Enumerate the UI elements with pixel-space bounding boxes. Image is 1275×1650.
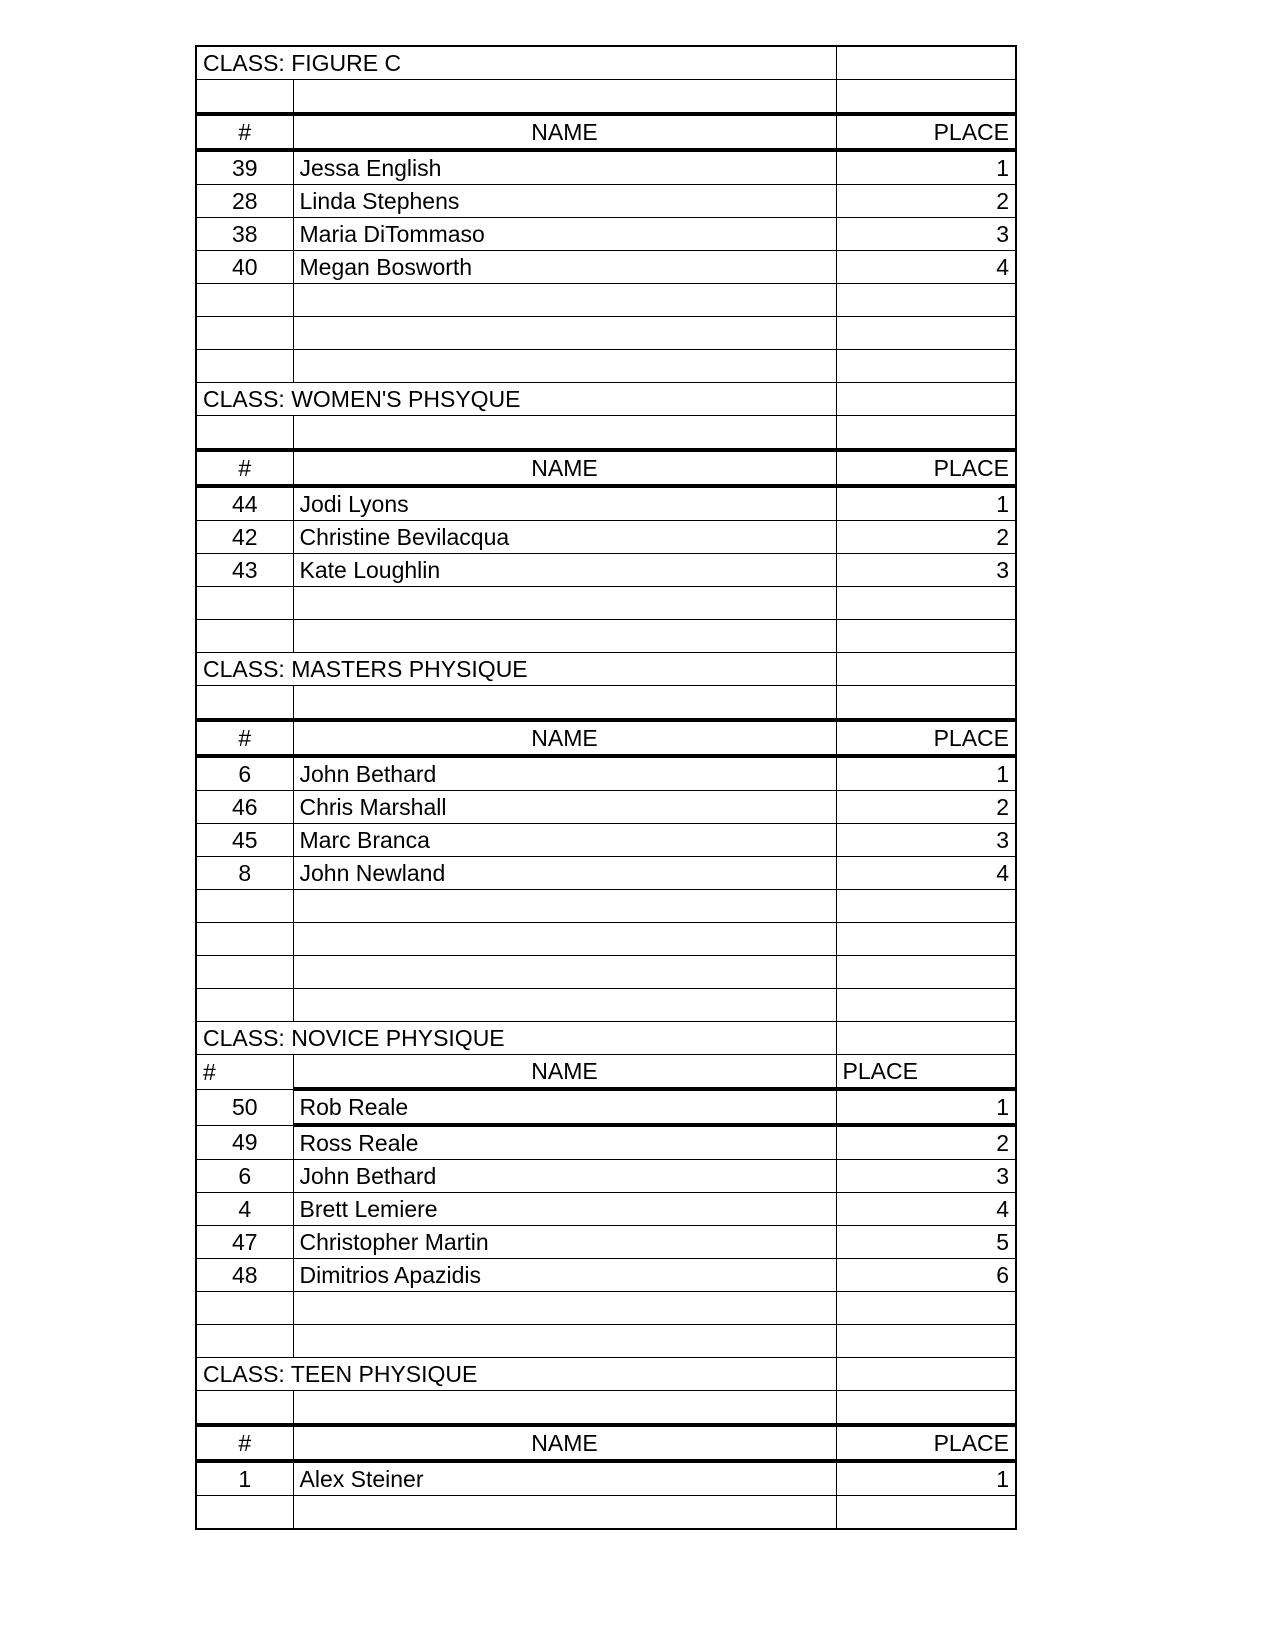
spacer-row	[196, 317, 1016, 350]
cell-competitor-name: Alex Steiner	[293, 1461, 836, 1496]
cell-place: 1	[836, 756, 1016, 791]
cell-competitor-name: John Bethard	[293, 756, 836, 791]
spacer-cell-number	[196, 1391, 293, 1426]
cell-competitor-name: John Bethard	[293, 1160, 836, 1193]
class-title-row	[196, 1022, 1016, 1055]
cell-place: 3	[836, 1160, 1016, 1193]
column-header-number: #	[196, 114, 293, 150]
cell-place: 2	[836, 791, 1016, 824]
cell-place: 4	[836, 1193, 1016, 1226]
spacer-row	[196, 956, 1016, 989]
cell-place: 1	[836, 1089, 1016, 1125]
results-table-body	[196, 46, 1016, 1529]
spacer-cell-name	[293, 923, 836, 956]
spacer-cell-number	[196, 956, 293, 989]
cell-competitor-number: 38	[196, 218, 293, 251]
cell-competitor-name: Maria DiTommaso	[293, 218, 836, 251]
spacer-cell-name	[293, 350, 836, 383]
cell-competitor-name: Linda Stephens	[293, 185, 836, 218]
class-title-place-cell	[836, 46, 1016, 80]
spacer-cell-number	[196, 1325, 293, 1358]
cell-competitor-number: 28	[196, 185, 293, 218]
spacer-cell-number	[196, 890, 293, 923]
spacer-cell-place	[836, 317, 1016, 350]
class-title: CLASS: WOMEN'S PHSYQUE	[196, 383, 836, 416]
spacer-cell-place	[836, 416, 1016, 451]
spacer-cell-place	[836, 620, 1016, 653]
cell-competitor-name: Marc Branca	[293, 824, 836, 857]
class-title-row	[196, 653, 1016, 686]
spacer-cell-place	[836, 1496, 1016, 1530]
spacer-cell-place	[836, 1292, 1016, 1325]
cell-competitor-number: 1	[196, 1461, 293, 1496]
column-header-name: NAME	[293, 1055, 836, 1090]
cell-place: 3	[836, 554, 1016, 587]
results-table	[195, 45, 1017, 1530]
cell-competitor-name: Rob Reale	[293, 1089, 836, 1125]
cell-competitor-number: 50	[196, 1089, 293, 1125]
cell-competitor-number: 46	[196, 791, 293, 824]
spacer-cell-number	[196, 350, 293, 383]
spacer-row	[196, 80, 1016, 115]
spacer-cell-number	[196, 923, 293, 956]
results-sheet	[195, 45, 1015, 1530]
class-title-place-cell	[836, 1022, 1016, 1055]
cell-place: 3	[836, 218, 1016, 251]
spacer-cell-place	[836, 587, 1016, 620]
spacer-row	[196, 686, 1016, 721]
column-header-place: PLACE	[836, 1425, 1016, 1461]
class-title-row	[196, 1358, 1016, 1391]
table-row	[196, 185, 1016, 218]
spacer-cell-name	[293, 890, 836, 923]
spacer-row	[196, 350, 1016, 383]
column-header-number: #	[196, 720, 293, 756]
table-row	[196, 756, 1016, 791]
table-row	[196, 1125, 1016, 1160]
spacer-cell-place	[836, 890, 1016, 923]
table-row	[196, 1089, 1016, 1125]
cell-competitor-name: Christopher Martin	[293, 1226, 836, 1259]
cell-competitor-name: Jessa English	[293, 150, 836, 185]
table-row	[196, 791, 1016, 824]
table-row	[196, 521, 1016, 554]
spacer-cell-place	[836, 1391, 1016, 1426]
spacer-row	[196, 923, 1016, 956]
spacer-cell-place	[836, 284, 1016, 317]
table-row	[196, 218, 1016, 251]
class-title-place-cell	[836, 1358, 1016, 1391]
cell-competitor-name: Dimitrios Apazidis	[293, 1259, 836, 1292]
cell-place: 5	[836, 1226, 1016, 1259]
spacer-cell-place	[836, 350, 1016, 383]
cell-place: 4	[836, 251, 1016, 284]
column-header-name: NAME	[293, 450, 836, 486]
class-title-place-cell	[836, 383, 1016, 416]
spacer-cell-number	[196, 1292, 293, 1325]
cell-competitor-number: 40	[196, 251, 293, 284]
spacer-row	[196, 1292, 1016, 1325]
spacer-cell-name	[293, 284, 836, 317]
spacer-cell-number	[196, 1496, 293, 1530]
class-title: CLASS: TEEN PHYSIQUE	[196, 1358, 836, 1391]
column-header-name: NAME	[293, 720, 836, 756]
spacer-cell-number	[196, 620, 293, 653]
cell-place: 6	[836, 1259, 1016, 1292]
spacer-row	[196, 1325, 1016, 1358]
spacer-cell-place	[836, 956, 1016, 989]
cell-competitor-number: 42	[196, 521, 293, 554]
cell-place: 3	[836, 824, 1016, 857]
column-header-row	[196, 1425, 1016, 1461]
table-row	[196, 554, 1016, 587]
column-header-row	[196, 114, 1016, 150]
class-title: CLASS: FIGURE C	[196, 46, 836, 80]
spacer-cell-place	[836, 686, 1016, 721]
cell-competitor-number: 4	[196, 1193, 293, 1226]
table-row	[196, 486, 1016, 521]
spacer-row	[196, 284, 1016, 317]
table-row	[196, 1226, 1016, 1259]
cell-place: 2	[836, 1125, 1016, 1160]
cell-competitor-number: 6	[196, 756, 293, 791]
cell-place: 2	[836, 521, 1016, 554]
cell-place: 1	[836, 150, 1016, 185]
spacer-cell-name	[293, 1325, 836, 1358]
cell-competitor-name: Chris Marshall	[293, 791, 836, 824]
cell-competitor-name: Kate Loughlin	[293, 554, 836, 587]
cell-competitor-number: 8	[196, 857, 293, 890]
class-title-row	[196, 383, 1016, 416]
column-header-row	[196, 1055, 1016, 1090]
cell-competitor-number: 39	[196, 150, 293, 185]
spacer-cell-number	[196, 686, 293, 721]
column-header-number: #	[196, 1055, 293, 1090]
spacer-row	[196, 416, 1016, 451]
spacer-cell-place	[836, 989, 1016, 1022]
spacer-cell-name	[293, 1292, 836, 1325]
cell-competitor-number: 43	[196, 554, 293, 587]
table-row	[196, 1160, 1016, 1193]
column-header-place: PLACE	[836, 114, 1016, 150]
spacer-cell-name	[293, 686, 836, 721]
spacer-row	[196, 587, 1016, 620]
column-header-row	[196, 450, 1016, 486]
spacer-cell-name	[293, 587, 836, 620]
cell-competitor-name: John Newland	[293, 857, 836, 890]
spacer-row	[196, 890, 1016, 923]
class-title-row	[196, 46, 1016, 80]
cell-competitor-name: Brett Lemiere	[293, 1193, 836, 1226]
spacer-cell-name	[293, 1496, 836, 1530]
table-row	[196, 251, 1016, 284]
spacer-cell-number	[196, 284, 293, 317]
column-header-row	[196, 720, 1016, 756]
cell-competitor-number: 48	[196, 1259, 293, 1292]
spacer-cell-name	[293, 416, 836, 451]
spacer-row	[196, 1391, 1016, 1426]
spacer-cell-number	[196, 317, 293, 350]
cell-competitor-name: Ross Reale	[293, 1125, 836, 1160]
class-title-place-cell	[836, 653, 1016, 686]
spacer-cell-number	[196, 989, 293, 1022]
table-row	[196, 1461, 1016, 1496]
spacer-cell-number	[196, 587, 293, 620]
cell-competitor-number: 44	[196, 486, 293, 521]
table-row	[196, 824, 1016, 857]
spacer-cell-place	[836, 1325, 1016, 1358]
cell-competitor-name: Jodi Lyons	[293, 486, 836, 521]
spacer-row	[196, 989, 1016, 1022]
table-row	[196, 1193, 1016, 1226]
spacer-cell-place	[836, 80, 1016, 115]
column-header-name: NAME	[293, 114, 836, 150]
cell-place: 2	[836, 185, 1016, 218]
spacer-cell-name	[293, 956, 836, 989]
cell-competitor-number: 47	[196, 1226, 293, 1259]
cell-competitor-name: Megan Bosworth	[293, 251, 836, 284]
spacer-cell-number	[196, 416, 293, 451]
column-header-number: #	[196, 450, 293, 486]
spacer-cell-place	[836, 923, 1016, 956]
cell-competitor-name: Christine Bevilacqua	[293, 521, 836, 554]
column-header-place: PLACE	[836, 450, 1016, 486]
spacer-row	[196, 1496, 1016, 1530]
column-header-place: PLACE	[836, 1055, 1016, 1090]
spacer-cell-name	[293, 80, 836, 115]
spacer-cell-name	[293, 989, 836, 1022]
table-row	[196, 1259, 1016, 1292]
cell-place: 1	[836, 1461, 1016, 1496]
cell-place: 1	[836, 486, 1016, 521]
cell-competitor-number: 45	[196, 824, 293, 857]
column-header-number: #	[196, 1425, 293, 1461]
table-row	[196, 150, 1016, 185]
spacer-cell-name	[293, 317, 836, 350]
cell-competitor-number: 6	[196, 1160, 293, 1193]
class-title: CLASS: MASTERS PHYSIQUE	[196, 653, 836, 686]
column-header-name: NAME	[293, 1425, 836, 1461]
cell-competitor-number: 49	[196, 1125, 293, 1160]
spacer-cell-number	[196, 80, 293, 115]
spacer-row	[196, 620, 1016, 653]
class-title: CLASS: NOVICE PHYSIQUE	[196, 1022, 836, 1055]
cell-place: 4	[836, 857, 1016, 890]
table-row	[196, 857, 1016, 890]
spacer-cell-name	[293, 1391, 836, 1426]
spacer-cell-name	[293, 620, 836, 653]
column-header-place: PLACE	[836, 720, 1016, 756]
